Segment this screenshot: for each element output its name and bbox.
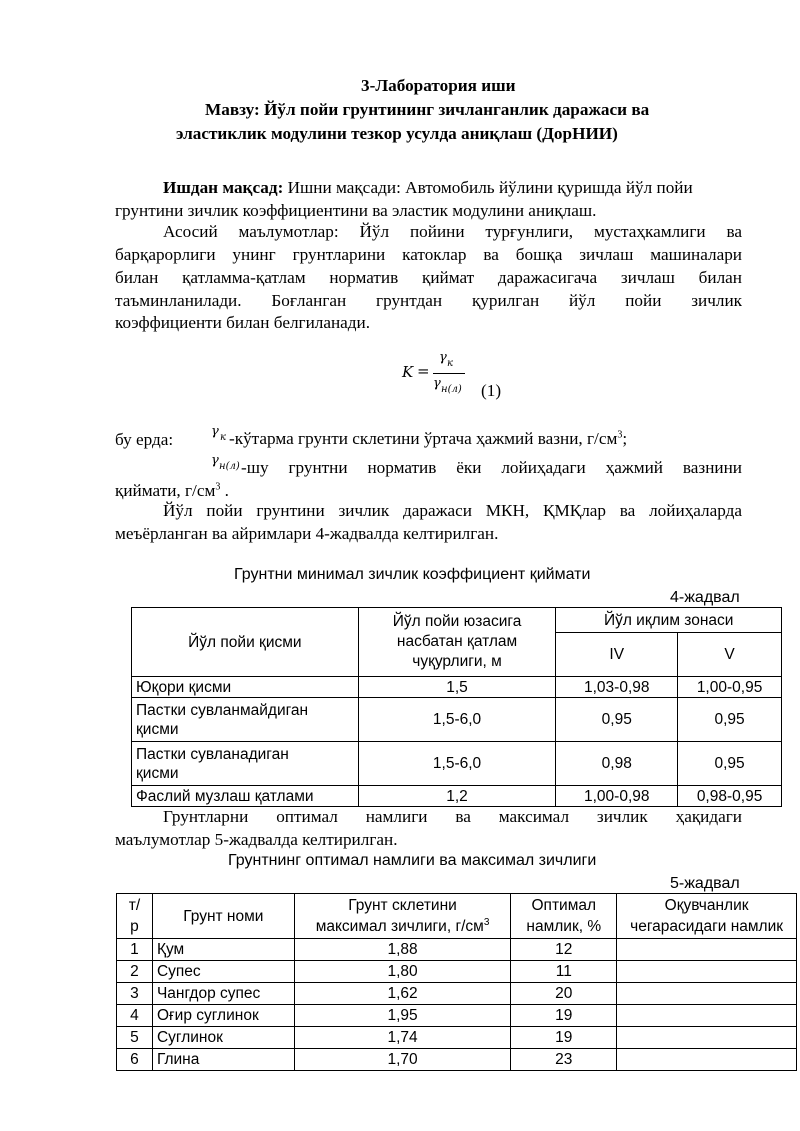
table-row [117, 1005, 797, 1027]
formula-num-symbol: γ [439, 350, 447, 365]
t5-cell-density: 1,74 [294, 1027, 511, 1049]
t4-cell-part-1: Пастки сувланадиган [136, 745, 289, 763]
gamma-n-subscript: н(л) [219, 461, 240, 472]
table4-label: 4-жадвал [670, 589, 740, 606]
t4-cell-iv: 0,98 [556, 742, 678, 786]
t4-cell-part: Юқори қисми [132, 677, 359, 698]
t4-header-iv: IV [556, 633, 678, 677]
gamma-k-symbol: γ [211, 424, 219, 439]
table-row [132, 786, 782, 807]
formula-den-subscript: н(л) [441, 384, 462, 395]
para2-line-5: коэффициенти билан белгиланади. [115, 313, 371, 332]
gamma-n-end: . [220, 481, 229, 500]
goal-line-2: грунтини зичлик коэффициентини ва эластик модулини аниқлаш. [115, 201, 597, 220]
table-row [117, 939, 797, 961]
t5-cell-plastic [617, 1005, 797, 1027]
t5-cell-optimal: 23 [511, 1049, 617, 1071]
table-4 [131, 607, 782, 807]
formula-num-subscript: к [447, 358, 453, 369]
between-line-2: маълумотлар 5-жадвалда келтирилган. [115, 830, 398, 849]
t4-cell-part: Фаслий музлаш қатлами [132, 786, 359, 807]
t5-cell-density: 1,70 [294, 1049, 511, 1071]
t5-header-plastic [617, 894, 797, 939]
table-row [117, 983, 797, 1005]
t5-cell-name: Қум [152, 939, 294, 961]
t5-cell-optimal: 11 [511, 961, 617, 983]
t5-header-no-1: т/ [128, 897, 141, 914]
t5-cell-density: 1,62 [294, 983, 511, 1005]
t5-header-plastic-1: Оқувчанлик [664, 897, 749, 914]
table5-label: 5-жадвал [670, 875, 740, 892]
t5-cell-no: 3 [117, 983, 153, 1005]
t4-cell-v: 0,95 [678, 742, 782, 786]
t4-header-depth-1: Йўл пойи юзасига [392, 613, 522, 630]
t5-cell-plastic [617, 1049, 797, 1071]
t5-cell-plastic [617, 1027, 797, 1049]
t5-cell-name: Глина [152, 1049, 294, 1071]
t5-cell-plastic [617, 983, 797, 1005]
gamma-k-subscript: к [220, 432, 226, 443]
table-5 [116, 893, 797, 1071]
t5-cell-name: Чангдор супес [152, 983, 294, 1005]
gamma-n-definition-line-2 [115, 481, 229, 501]
t5-header-name: Грунт номи [152, 894, 294, 939]
goal-text-1: Ишни мақсади: Автомобиль йўлини қуришда йўл пойи [283, 178, 693, 197]
t4-cell-v: 1,00-0,95 [678, 677, 782, 698]
t5-cell-no: 5 [117, 1027, 153, 1049]
table-row [117, 1027, 797, 1049]
para2-line-3: билан қатламма-қатлам норматив қиймат даражасигача зичлаш билан [115, 268, 742, 287]
table-row [117, 1049, 797, 1071]
gamma-k-superscript: 3 [617, 429, 623, 441]
t4-header-depth-2: насбатан қатлам [396, 633, 518, 650]
t4-cell-depth: 1,5 [358, 677, 556, 698]
t4-cell-v: 0,98-0,95 [678, 786, 782, 807]
formula-eq: = [417, 362, 430, 380]
t4-cell-part [132, 698, 359, 742]
table4-caption: Грунтни минимал зичлик коэффициент қиймати [234, 566, 591, 583]
t4-header-depth [358, 608, 556, 677]
t4-cell-part [132, 742, 359, 786]
t5-cell-no: 2 [117, 961, 153, 983]
t5-cell-no: 1 [117, 939, 153, 961]
t5-header-optimal-2: намлик, % [526, 918, 602, 935]
t5-cell-name: Супес [152, 961, 294, 983]
table-row [132, 742, 782, 786]
t5-header-density-2: максимал зичлиги, г/см [315, 918, 484, 935]
t4-cell-part-2: қисми [136, 764, 179, 782]
t4-cell-iv: 0,95 [556, 698, 678, 742]
t4-cell-depth: 1,5-6,0 [358, 742, 556, 786]
gamma-k-text: -кўтарма грунти склетини ўртача ҳажмий вазни, г/см [229, 429, 618, 448]
t5-header-no [117, 894, 153, 939]
para2-line-1: Асосий маълумотлар: Йўл пойини турғунлиги, мустаҳкамлиги ва [163, 222, 742, 241]
t5-header-plastic-2: чегарасидаги намлик [630, 918, 784, 935]
t4-cell-iv: 1,03-0,98 [556, 677, 678, 698]
gamma-k-definition [229, 429, 627, 449]
gamma-k-end: ; [622, 429, 628, 448]
table-row [132, 677, 782, 698]
gamma-n-superscript: 3 [215, 481, 221, 493]
fraction-line [433, 373, 465, 374]
para3-line-1: Йўл пойи грунтини зичлик даражаси МКН, ҚМҚлар ва лойиҳаларда [163, 501, 742, 520]
formula-number: (1) [481, 381, 502, 400]
table-row [117, 961, 797, 983]
formula-den-symbol: γ [433, 376, 441, 391]
para2-line-2: барқарорлиги унинг грунтларини катоклар ва бошқа зичлаш машиналари [115, 245, 742, 264]
formula-lhs: K [402, 363, 414, 381]
where-label: бу ерда: [115, 430, 174, 449]
t5-cell-optimal: 20 [511, 983, 617, 1005]
table5-caption: Грунтнинг оптимал намлиги ва максимал зичлиги [228, 852, 597, 869]
para2-line-4: таъминланилади. Боғланган грунтдан қурилган йўл пойи зичлик [115, 291, 742, 310]
t5-cell-density: 1,95 [294, 1005, 511, 1027]
gamma-n-text-2: қиймати, г/см [115, 481, 216, 500]
t4-header-zone: Йўл иқлим зонаси [556, 608, 782, 633]
t5-cell-name: Суглинок [152, 1027, 294, 1049]
t4-cell-depth: 1,5-6,0 [358, 698, 556, 742]
t4-header-v: V [678, 633, 782, 677]
topic-line-2: эластиклик модулини тезкор усулда аниқлаш (ДорНИИ) [176, 124, 618, 143]
lab-title: 3-Лаборатория иши [361, 76, 516, 95]
t5-cell-name: Оғир суглинок [152, 1005, 294, 1027]
t5-cell-density: 1,88 [294, 939, 511, 961]
t5-cell-no: 4 [117, 1005, 153, 1027]
t4-header-depth-3: чуқурлиги, м [412, 653, 502, 670]
gamma-n-definition-line-1: -шу грунтни норматив ёки лойиҳадаги ҳажмий вазнини [241, 458, 742, 477]
topic-line-1: Мавзу: Йўл пойи грунтининг зичланганлик даражаси ва [205, 100, 650, 119]
goal-label: Ишдан мақсад: [163, 178, 284, 197]
t4-cell-part-2: қисми [136, 720, 179, 738]
goal-line-1 [163, 178, 693, 198]
t5-cell-optimal: 12 [511, 939, 617, 961]
t4-header-part: Йўл пойи қисми [132, 608, 359, 677]
t5-header-no-2: р [130, 918, 139, 935]
t5-header-optimal [511, 894, 617, 939]
t5-header-density [294, 894, 511, 939]
t5-header-density-1: Грунт склетини [348, 897, 457, 914]
t5-header-density-sup: 3 [483, 916, 490, 928]
table-row [132, 698, 782, 742]
t5-cell-optimal: 19 [511, 1005, 617, 1027]
t5-cell-density: 1,80 [294, 961, 511, 983]
t4-cell-depth: 1,2 [358, 786, 556, 807]
gamma-n-symbol: γ [211, 453, 219, 468]
between-line-1: Грунтларни оптимал намлиги ва максимал зичлик ҳақидаги [163, 807, 742, 826]
t5-cell-optimal: 19 [511, 1027, 617, 1049]
para3-line-2: меъёрланган ва айримлари 4-жадвалда келтирилган. [115, 524, 499, 543]
t5-cell-plastic [617, 961, 797, 983]
t5-cell-no: 6 [117, 1049, 153, 1071]
t5-header-optimal-1: Оптимал [531, 897, 597, 914]
t4-cell-v: 0,95 [678, 698, 782, 742]
t5-cell-plastic [617, 939, 797, 961]
t4-cell-part-1: Пастки сувланмайдиган [136, 701, 309, 719]
t4-cell-iv: 1,00-0,98 [556, 786, 678, 807]
